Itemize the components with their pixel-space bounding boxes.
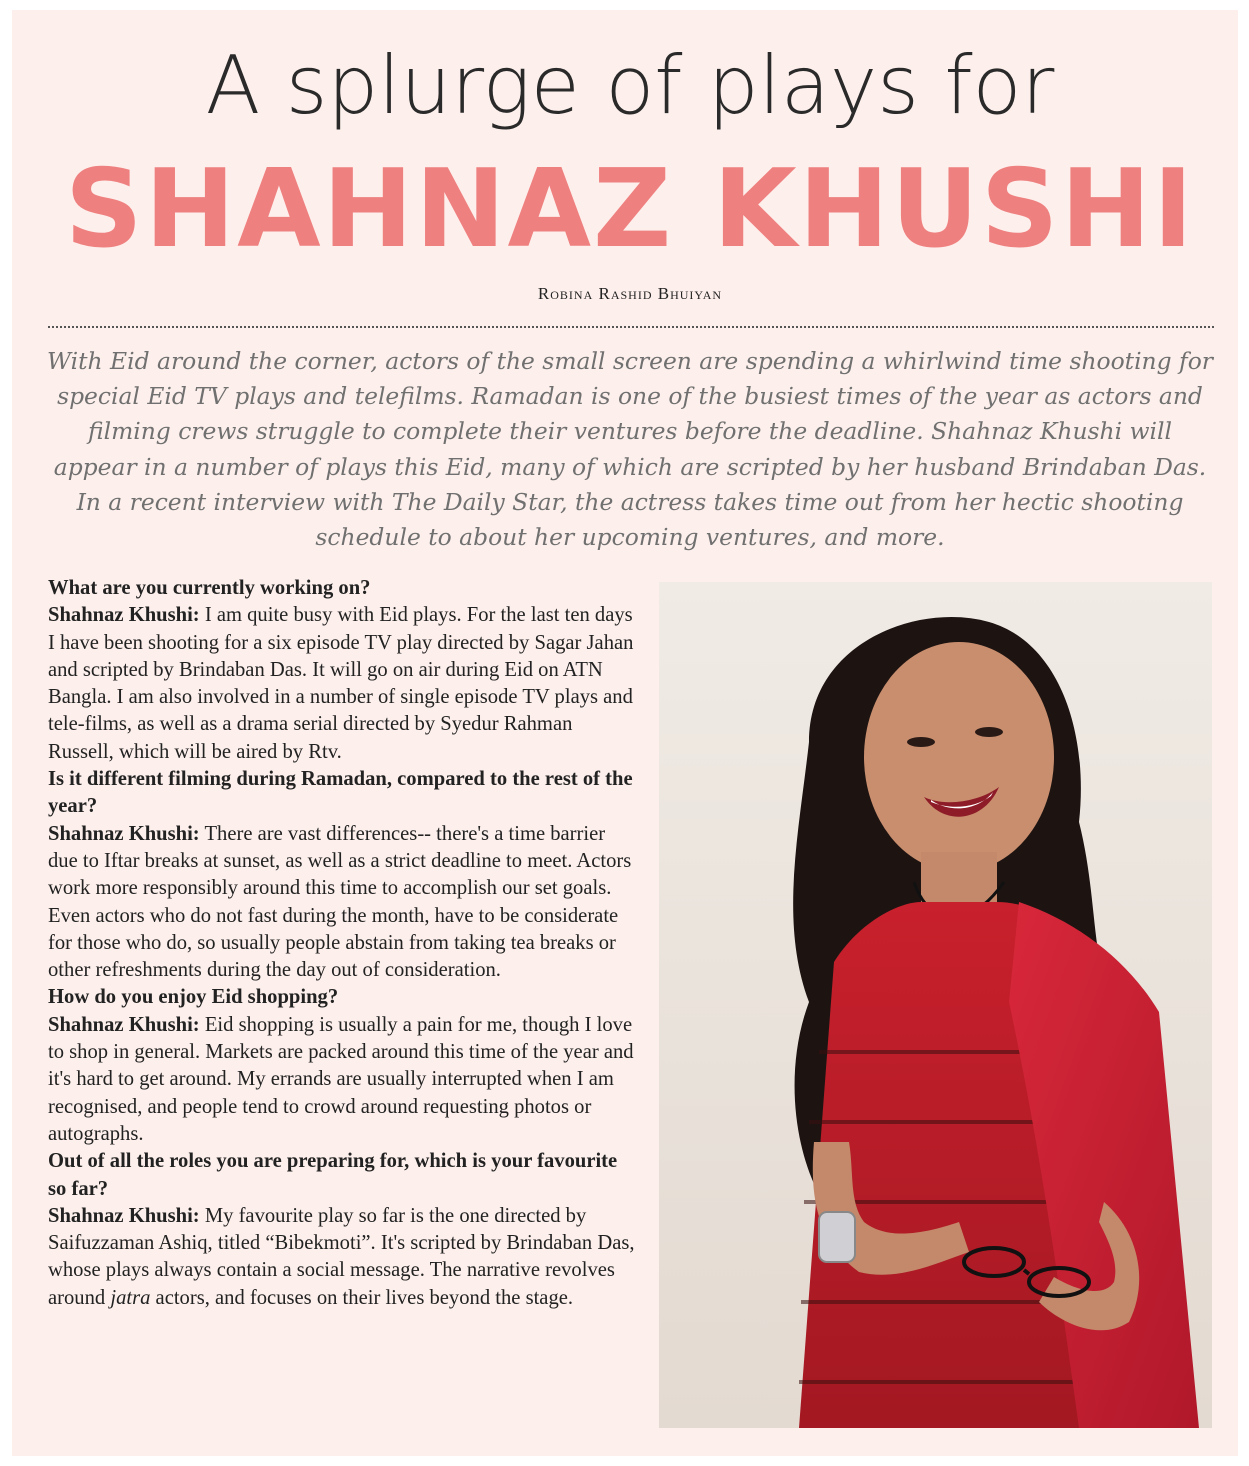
speaker-label: Shahnaz Khushi: bbox=[48, 604, 200, 627]
headline-line2: SHAHNAZ KHUSHI bbox=[64, 147, 1196, 272]
portrait-photo bbox=[659, 582, 1212, 1428]
article-page bbox=[12, 10, 1238, 1456]
question-3: How do you enjoy Eid shopping? bbox=[48, 986, 339, 1009]
answer-text: I am quite busy with Eid plays. For the last ten days I have been shooting for a six episode TV play directed by Sagar Jahan and scripted by Brindaban Das. It will go on air during Eid on ATN Bangla. I am also involved in a number of single episode TV plays and tele-films, as well as a drama serial directed by Syedur Rahman Russell, which will be aired by Rtv. bbox=[48, 604, 634, 763]
answer-2 bbox=[48, 821, 638, 985]
speaker-label: Shahnaz Khushi: bbox=[48, 1013, 200, 1036]
speaker-label: Shahnaz Khushi: bbox=[48, 822, 200, 845]
dotted-divider bbox=[48, 326, 1214, 328]
speaker-label: Shahnaz Khushi: bbox=[48, 1204, 200, 1227]
answer-text: actors, and focuses on their lives beyond the stage. bbox=[150, 1286, 574, 1309]
byline: Robina Rashid Bhuiyan bbox=[537, 284, 723, 303]
question-2: Is it different filming during Ramadan, compared to the rest of the year? bbox=[48, 768, 633, 818]
interview-body bbox=[48, 575, 638, 1312]
intro-paragraph: With Eid around the corner, actors of the small screen are spending a whirlwind time shooting for special Eid TV plays and telefilms. Ramadan is one of the busiest times of the year as actors and filming crews struggle to complete their ventures before the deadline. Shahnaz Khushi will appear in a number of plays this Eid, many of which are scripted by her husband Brindaban Das. In a recent interview with The Daily Star, the actress takes time out from her hectic shooting schedule to about her upcoming ventures, and more. bbox=[47, 347, 1213, 552]
answer-italic-term: jatra bbox=[110, 1286, 151, 1309]
answer-1 bbox=[48, 602, 638, 766]
answer-text: Eid shopping is usually a pain for me, though I love to shop in general. Markets are packed around this time of the year and it's hard to get around. My errands are usually interrupted when I am recognised, and people tend to crowd around requesting photos or autographs. bbox=[48, 1013, 634, 1145]
headline-line1: A splurge of plays for bbox=[205, 39, 1055, 132]
question-4: Out of all the roles you are preparing for, which is your favourite so far? bbox=[48, 1150, 618, 1200]
answer-text: My favourite play so far is the one directed by Saifuzzaman Ashiq, titled “Bibekmoti”. It's scripted by Brindaban Das, whose plays always contain a social message. The narrative revolves around bbox=[48, 1204, 635, 1309]
answer-text: There are vast differences-- there's a time barrier due to Iftar breaks at sunset, as well as a strict deadline to meet. Actors work more responsibly around this time to accomplish our set goals. Even actors who do not fast during the month, have to be considerate for those who do, so usually people abstain from taking tea breaks or other refreshments during the day out of consideration. bbox=[48, 822, 632, 982]
question-1: What are you currently working on? bbox=[48, 577, 371, 599]
answer-4 bbox=[48, 1203, 638, 1312]
answer-3 bbox=[48, 1012, 638, 1148]
portrait-illustration bbox=[659, 582, 1212, 1428]
